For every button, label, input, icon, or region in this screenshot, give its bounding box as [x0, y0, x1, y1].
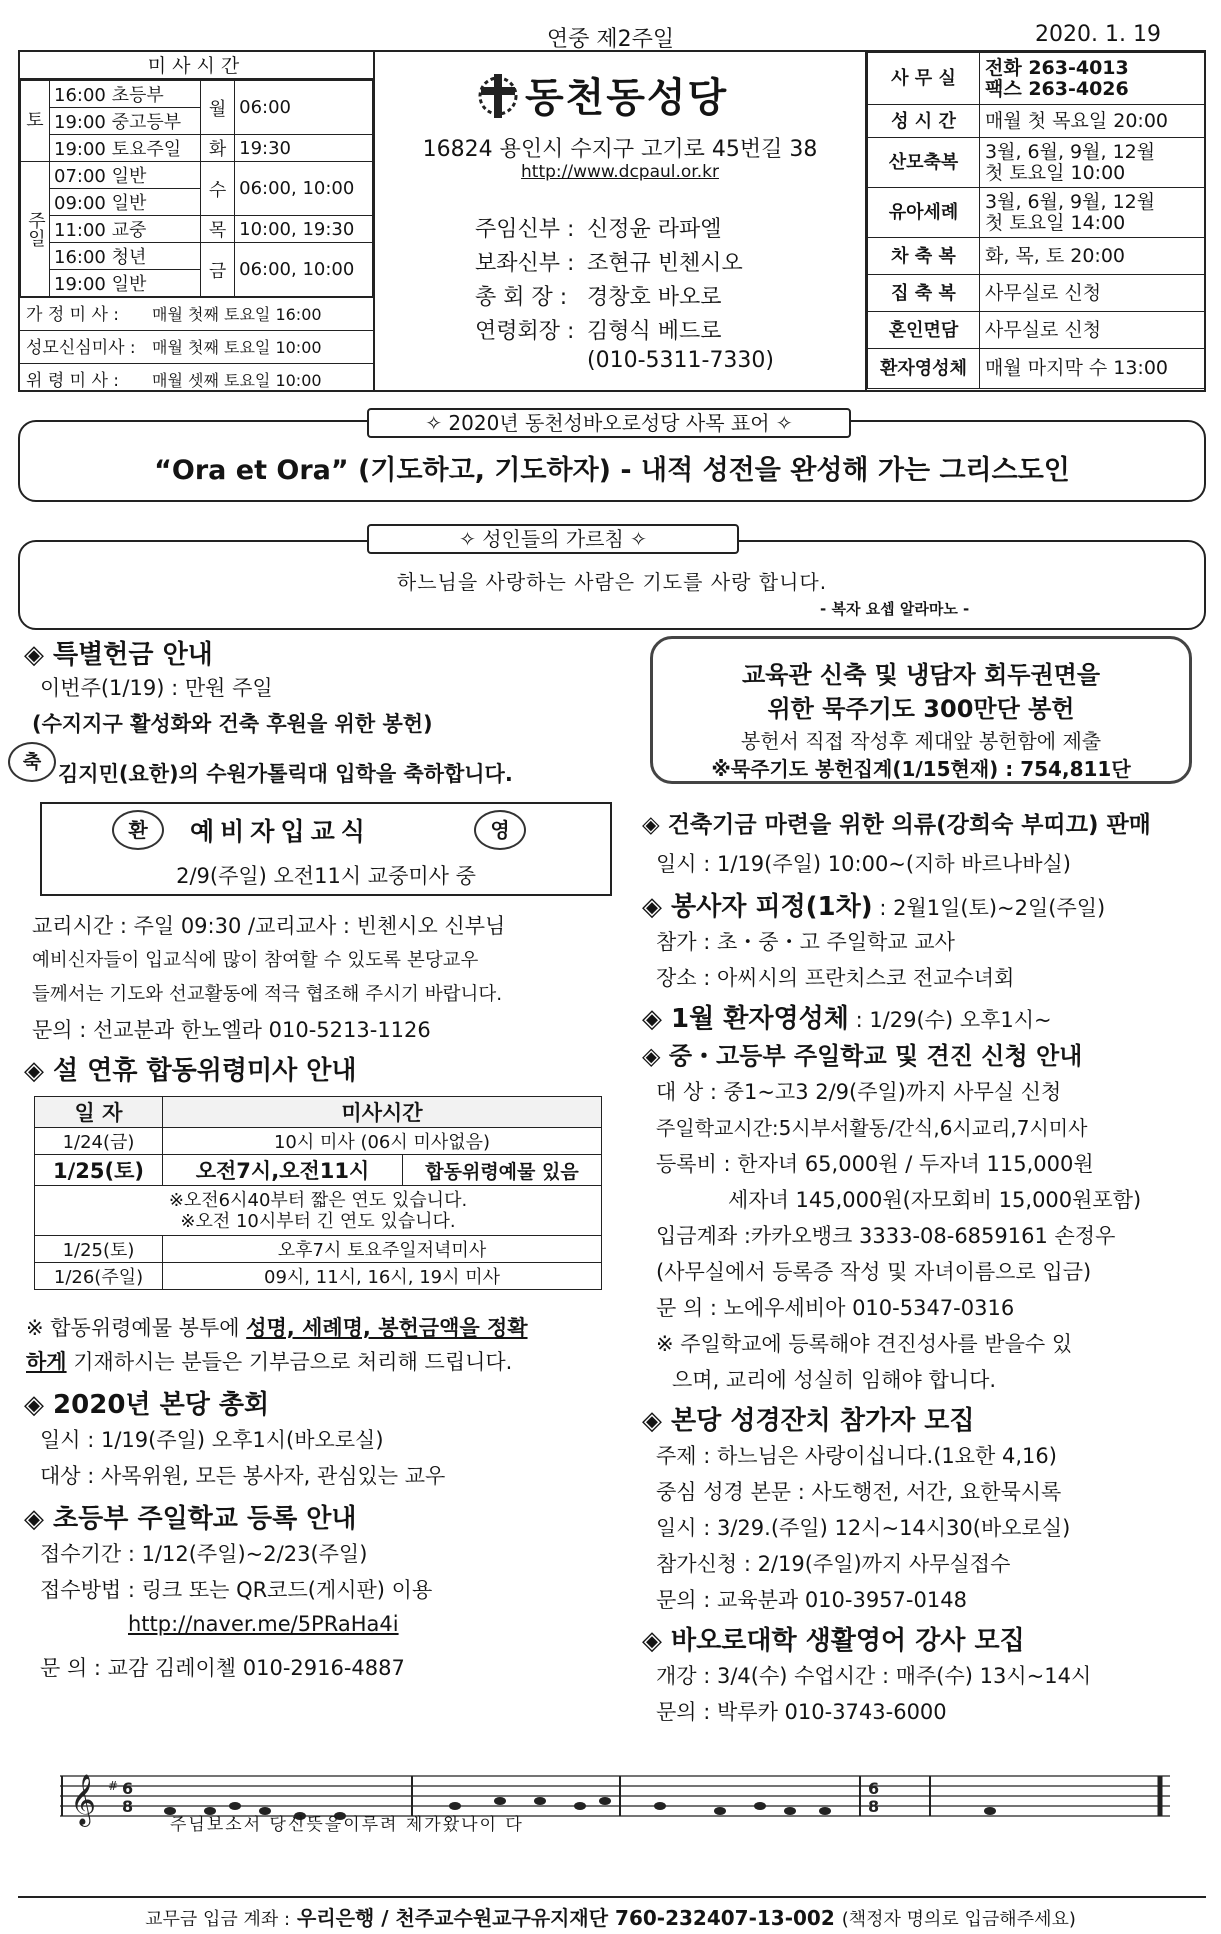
note-emphasis: 하게 — [26, 1350, 67, 1374]
svg-text:6: 6 — [868, 1779, 880, 1798]
office-value: 사무실로 신청 — [980, 312, 1206, 349]
clothing-sale-line: 일시 : 1/19(주일) 10:00~(지하 바르나바실) — [656, 852, 1071, 876]
holiday-date: 1/26(주일) — [35, 1263, 163, 1290]
youth-school-line: 입금계좌 :카카오뱅크 3333-08-6859161 손정우 — [656, 1224, 1116, 1248]
pledge-instruction: 봉헌서 직접 작성후 제대앞 봉헌함에 제출 — [740, 729, 1102, 753]
clothing-sale-heading: ◈ 건축기금 마련을 위한 의류(강희숙 부띠끄) 판매 — [642, 812, 1151, 838]
office-key: 유아세례 — [868, 188, 980, 238]
church-logo-icon — [475, 70, 521, 122]
rosary-pledge-box — [650, 636, 1192, 784]
special-mass-value: 매월 첫째 토요일 16:00 — [152, 305, 322, 324]
holiday-note: 합동위령예물 있음 — [403, 1155, 602, 1186]
svg-text:#: # — [108, 1779, 119, 1793]
catechism-contact: 문의 : 선교분과 한노엘라 010-5213-1126 — [32, 1018, 431, 1042]
english-teacher-line: 문의 : 박루카 010-3743-6000 — [656, 1700, 947, 1724]
church-website-link[interactable]: http://www.dcpaul.or.kr — [521, 162, 719, 182]
holiday-time: 09시, 11시, 16시, 19시 미사 — [163, 1263, 602, 1290]
header-frame — [18, 50, 1206, 392]
note-text: 기재하시는 분들은 기부금으로 처리해 드립니다. — [66, 1350, 513, 1374]
assembly-line: 일시 : 1/19(주일) 오후1시(바오로실) — [40, 1428, 384, 1452]
staff-row — [475, 212, 722, 243]
office-value: 3월, 6월, 9월, 12월 첫 토요일 10:00 — [980, 138, 1206, 188]
english-teacher-heading: ◈ 바오로대학 생활영어 강사 모집 — [642, 1626, 1025, 1656]
mass-time: 19:00 중고등부 — [50, 108, 201, 135]
special-mass-row — [20, 297, 373, 330]
youth-school-line: 대 상 : 중1~고3 2/9(주일)까지 사무실 신청 — [656, 1080, 1062, 1104]
svg-text:𝄞: 𝄞 — [70, 1774, 97, 1825]
youth-school-line: 으며, 교리에 성실히 임해야 합니다. — [672, 1368, 997, 1392]
liturgical-sunday: 연중 제2주일 — [546, 27, 675, 52]
holiday-envelope-note — [26, 1346, 512, 1376]
weekday-time: 19:30 — [235, 135, 373, 162]
youth-school-line: ※ 주일학교에 등록해야 견진성사를 받을수 있 — [656, 1332, 1073, 1356]
bible-festival-line: 주제 : 하느님은 사랑이십니다.(1요한 4,16) — [656, 1444, 1057, 1468]
bible-festival-line: 중심 성경 본문 : 사도행전, 서간, 요한묵시록 — [656, 1480, 1062, 1504]
youth-school-line: 주일학교시간:5시부서활동/간식,6시교리,7시미사 — [656, 1116, 1088, 1140]
rite-when: 2/9(주일) 오전11시 교중미사 중 — [176, 864, 476, 888]
svg-text:6: 6 — [122, 1779, 134, 1798]
english-teacher-line: 개강 : 3/4(수) 수업시간 : 매주(수) 13시~14시 — [656, 1664, 1092, 1688]
motto-tag: ✧ 2020년 동천성바오로성당 사목 표어 ✧ — [367, 408, 851, 438]
donation-account — [0, 1902, 1221, 1931]
saint-tag: ✧ 성인들의 가르침 ✧ — [367, 524, 739, 554]
staff-name: 경창호 바오로 — [587, 285, 722, 310]
saint-source: - 복자 요셉 알라마노 - — [820, 600, 970, 618]
weekday-time: 06:00, 10:00 — [235, 243, 373, 297]
sick-communion-date: : 1/29(수) 오후1시~ — [848, 1008, 1052, 1032]
mass-time: 07:00 일반 — [50, 162, 201, 189]
youth-school-heading: ◈ 중・고등부 주일학교 및 견진 신청 안내 — [642, 1042, 1083, 1070]
svg-text:8: 8 — [868, 1797, 880, 1816]
sick-communion-title: ◈ 1월 환자영성체 — [642, 1004, 849, 1034]
staff-row — [475, 314, 722, 345]
music-lyrics: 주님보소서 당신뜻을이루려 제가왔나이 다 — [170, 1815, 524, 1835]
mass-time: 19:00 일반 — [50, 270, 201, 297]
elementary-contact: 문 의 : 교감 김레이첼 010-2916-4887 — [40, 1656, 405, 1680]
rite-box — [40, 802, 612, 896]
staff-name: 조현규 빈첸시오 — [587, 251, 743, 276]
staff-role: 주임신부 : — [475, 217, 575, 242]
elementary-line: 접수방법 : 링크 또는 QR코드(게시판) 이용 — [40, 1578, 433, 1602]
weekday-label: 수 — [201, 162, 235, 216]
mass-time: 16:00 초등부 — [50, 81, 201, 108]
church-info — [375, 52, 865, 390]
staff-row — [475, 246, 743, 277]
special-mass-label: 가 정 미 사 : — [26, 305, 120, 325]
elementary-line: 접수기간 : 1/12(주일)~2/23(주일) — [40, 1542, 368, 1566]
pledge-title: 교육관 신축 및 냉담자 회두권면을 — [742, 661, 1100, 689]
office-key: 산모축복 — [868, 138, 980, 188]
staff-phone: (010-5311-7330) — [587, 348, 775, 373]
staff-name: 신정윤 라파엘 — [587, 217, 722, 242]
weekday-time: 06:00, 10:00 — [235, 162, 373, 216]
congrats-badge: 축 — [8, 742, 56, 782]
holiday-date: 1/25(토) — [35, 1155, 163, 1186]
catechism-line: 교리시간 : 주일 09:30 /교리교사 : 빈첸시오 신부님 — [32, 914, 506, 938]
retreat-line: 참가 : 초・중・고 주일학교 교사 — [656, 930, 955, 954]
retreat-line: 장소 : 아씨시의 프란치스코 전교수녀회 — [656, 966, 1015, 990]
special-mass-value: 매월 셋째 토요일 10:00 — [152, 371, 322, 390]
mass-schedule — [20, 52, 375, 390]
weekday-label: 목 — [201, 216, 235, 243]
offering-heading: ◈ 특별헌금 안내 — [24, 640, 213, 670]
holiday-prayer-note: ※오전6시40부터 짧은 연도 있습니다. ※오전 10시부터 긴 연도 있습니다. — [35, 1186, 602, 1236]
weekday-time: 06:00 — [235, 81, 373, 135]
office-value: 3월, 6월, 9월, 12월 첫 토요일 14:00 — [980, 188, 1206, 238]
retreat-dates: : 2월1일(토)~2일(주일) — [872, 896, 1106, 920]
footer-divider — [18, 1896, 1206, 1898]
offering-line: 이번주(1/19) : 만원 주일 — [40, 676, 273, 700]
elementary-heading: ◈ 초등부 주일학교 등록 안내 — [24, 1504, 357, 1534]
holiday-mass-table — [34, 1096, 602, 1290]
special-mass-row — [20, 330, 373, 363]
office-value: 전화 263-4013 팩스 263-4026 — [980, 53, 1206, 105]
donation-bank: 우리은행 / 천주교수원교구유지재단 760-232407-13-002 — [297, 1906, 835, 1930]
office-value: 사무실로 신청 — [980, 275, 1206, 312]
motto-text: “Ora et Ora” (기도하고, 기도하자) - 내적 성전을 완성해 가는 그리스도인 — [154, 455, 1070, 486]
mass-schedule-table — [20, 80, 373, 297]
offering-purpose: (수지지구 활성화와 건축 후원을 위한 봉헌) — [32, 712, 433, 736]
mass-time: 16:00 청년 — [50, 243, 201, 270]
office-key: 성 시 간 — [868, 105, 980, 138]
catechism-line: 들께서는 기도와 선교활동에 적극 협조해 주시기 바랍니다. — [32, 984, 503, 1005]
staff-role: 총 회 장 : — [475, 285, 568, 310]
rite-title: 예비자입교식 — [190, 817, 371, 846]
holiday-col-date: 일 자 — [35, 1097, 163, 1128]
assembly-line: 대상 : 사목위원, 모든 봉사자, 관심있는 교우 — [40, 1464, 446, 1488]
special-mass-value: 매월 첫째 토요일 10:00 — [152, 338, 322, 357]
bible-festival-line: 문의 : 교육분과 010-3957-0148 — [656, 1588, 967, 1612]
weekday-time: 10:00, 19:30 — [235, 216, 373, 243]
office-key: 혼인면담 — [868, 312, 980, 349]
special-mass-row — [20, 363, 373, 396]
holiday-date: 1/24(금) — [35, 1128, 163, 1155]
donation-note: (책정자 명의로 입금해주세요) — [841, 1909, 1076, 1930]
office-key: 사 무 실 — [868, 53, 980, 105]
office-info — [865, 52, 1206, 390]
laurel-badge-icon: 영 — [474, 810, 526, 850]
bulletin-date: 2020. 1. 19 — [1035, 22, 1161, 47]
assembly-heading: ◈ 2020년 본당 총회 — [24, 1390, 270, 1420]
pledge-tally: ※묵주기도 봉헌집계(1/15현재) : 754,811단 — [711, 757, 1131, 781]
pledge-title: 위한 묵주기도 300만단 봉헌 — [767, 695, 1075, 723]
office-value: 매월 첫 목요일 20:00 — [980, 105, 1206, 138]
youth-school-line: 등록비 : 한자녀 65,000원 / 두자녀 115,000원 — [656, 1152, 1094, 1176]
staff-name: 김형식 베드로 — [587, 319, 722, 344]
retreat-title: ◈ 봉사자 피정(1차) — [642, 892, 873, 922]
office-key: 집 축 복 — [868, 275, 980, 312]
catechism-line: 예비신자들이 입교식에 많이 참여할 수 있도록 본당교우 — [32, 950, 479, 971]
saturday-label: 토 — [21, 81, 50, 162]
holiday-heading: ◈ 설 연휴 합동위령미사 안내 — [24, 1056, 357, 1086]
church-name: 동천동성당 — [525, 75, 729, 121]
staff-role: 연령회장 : — [475, 319, 575, 344]
office-key: 환자영성체 — [868, 349, 980, 389]
staff-row — [475, 280, 722, 311]
mass-schedule-title: 미사시간 — [20, 52, 373, 80]
holiday-time: 오전7시,오전11시 — [163, 1155, 403, 1186]
mass-time: 09:00 일반 — [50, 189, 201, 216]
holiday-col-time: 미사시간 — [163, 1097, 602, 1128]
office-value: 매월 마지막 수 13:00 — [980, 349, 1206, 389]
laurel-badge-icon: 환 — [112, 810, 164, 850]
holiday-time: 10시 미사 (06시 미사없음) — [163, 1128, 602, 1155]
sick-communion-heading — [642, 998, 1052, 1035]
office-key: 차 축 복 — [868, 238, 980, 275]
youth-school-line: (사무실에서 등록증 작성 및 자녀이름으로 입금) — [656, 1260, 1092, 1284]
donation-label: 교무금 입금 계좌 : — [145, 1909, 291, 1930]
retreat-heading — [642, 886, 1105, 923]
congrats-text: 김지민(요한)의 수원가톨릭대 입학을 축하합니다. — [58, 762, 513, 786]
holiday-time: 오후7시 토요주일저녁미사 — [163, 1236, 602, 1263]
office-table — [867, 52, 1206, 389]
staff-role: 보좌신부 : — [475, 251, 575, 276]
special-mass-label: 위 령 미 사 : — [26, 371, 120, 391]
mass-time: 11:00 교중 — [50, 216, 201, 243]
youth-school-line: 세자녀 145,000원(자모회비 15,000원포함) — [728, 1188, 1142, 1212]
saint-quote: 하느님을 사랑하는 사람은 기도를 사랑 합니다. — [396, 570, 828, 594]
bible-festival-line: 일시 : 3/29.(주일) 12시~14시30(바오로실) — [656, 1516, 1071, 1540]
mass-time: 19:00 토요주일 — [50, 135, 201, 162]
special-mass-label: 성모신심미사 : — [26, 338, 136, 358]
sunday-label: 주일 — [21, 162, 50, 297]
elementary-registration-link[interactable]: http://naver.me/5PRaHa4i — [128, 1612, 399, 1636]
note-emphasis: 성명, 세례명, 봉헌금액을 정확 — [246, 1316, 528, 1340]
note-text: ※ 합동위령예물 봉투에 — [26, 1316, 247, 1340]
weekday-label: 월 — [201, 81, 235, 135]
bible-festival-heading: ◈ 본당 성경잔치 참가자 모집 — [642, 1406, 975, 1436]
svg-text:8: 8 — [122, 1797, 134, 1816]
office-value: 화, 목, 토 20:00 — [980, 238, 1206, 275]
holiday-envelope-note — [26, 1312, 528, 1342]
weekday-label: 화 — [201, 135, 235, 162]
youth-school-line: 문 의 : 노에우세비아 010-5347-0316 — [656, 1296, 1015, 1320]
bible-festival-line: 참가신청 : 2/19(주일)까지 사무실접수 — [656, 1552, 1011, 1576]
holiday-date: 1/25(토) — [35, 1236, 163, 1263]
church-address: 16824 용인시 수지구 고기로 45번길 38 — [422, 137, 818, 162]
weekday-label: 금 — [201, 243, 235, 297]
